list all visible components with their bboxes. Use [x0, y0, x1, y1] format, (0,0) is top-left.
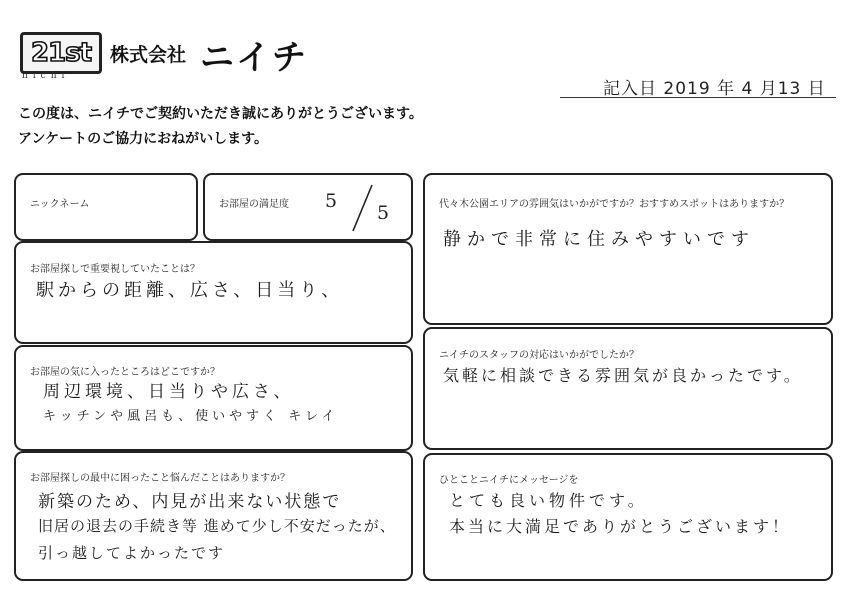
liked-label: お部屋の気に入ったところはどこですか？	[30, 367, 220, 378]
date-underline	[560, 97, 836, 98]
staff-label: ニイチのスタッフの対応はいかがでしたか？	[439, 350, 639, 361]
company-prefix: 株式会社	[110, 44, 187, 66]
satisfaction-box	[203, 173, 413, 241]
priority-answer-line: 駅からの距離、広さ、日当り、	[36, 280, 344, 301]
staff-answer-line: 気軽に相談できる雰囲気が良かったです。	[443, 366, 803, 385]
message-answer-line: とても良い物件です。	[449, 491, 648, 510]
company-name: ニイチ	[200, 38, 308, 78]
staff-box	[423, 327, 833, 450]
nickname-box	[14, 173, 198, 241]
priority-box	[14, 241, 413, 344]
satisfaction-score: 5	[325, 190, 338, 212]
nickname-label: ニックネーム	[30, 199, 90, 210]
trouble-answer-line: 引っ越してよかったです	[38, 544, 226, 562]
trouble-answer-line: 旧居の退去の手続き等 進めて少し不安だったが、	[38, 517, 396, 535]
trouble-label: お部屋探しの最中に困ったこと悩んだことはありますか？	[30, 473, 290, 484]
liked-answer-line: キッチンや風呂も、使いやすく キレイ	[43, 409, 339, 424]
liked-box	[14, 345, 413, 451]
area-answer-line: 静かで非常に住みやすいです	[443, 229, 755, 250]
message-answer-line: 本当に大満足でありがとうございます！	[449, 517, 792, 536]
trouble-answer-line: 新築のため、内見が出来ない状態で	[38, 492, 342, 512]
area-box	[423, 173, 833, 325]
logo-subtext: nichi	[22, 71, 70, 81]
logo-text: 21st	[30, 38, 92, 68]
entry-date: 記入日 2019 年 4 月13 日	[603, 79, 826, 99]
trouble-box	[14, 451, 413, 581]
priority-label: お部屋探しで重要視していたことは？	[30, 264, 200, 275]
message-label: ひとことニイチにメッセージを	[439, 475, 579, 486]
liked-answer-line: 周辺環境、日当りや広さ、	[43, 382, 295, 402]
satisfaction-max: 5	[377, 202, 390, 224]
area-label: 代々木公園エリアの雰囲気はいかがですか？おすすめスポットはありますか？	[439, 199, 790, 210]
message-box	[423, 453, 833, 581]
intro-line-2: アンケートのご協力におねがいします。	[18, 131, 269, 147]
satisfaction-label: お部屋の満足度	[219, 199, 289, 210]
intro-line-1: この度は、ニイチでご契約いただき誠にありがとうございます。	[18, 106, 423, 122]
company-logo	[20, 32, 102, 74]
